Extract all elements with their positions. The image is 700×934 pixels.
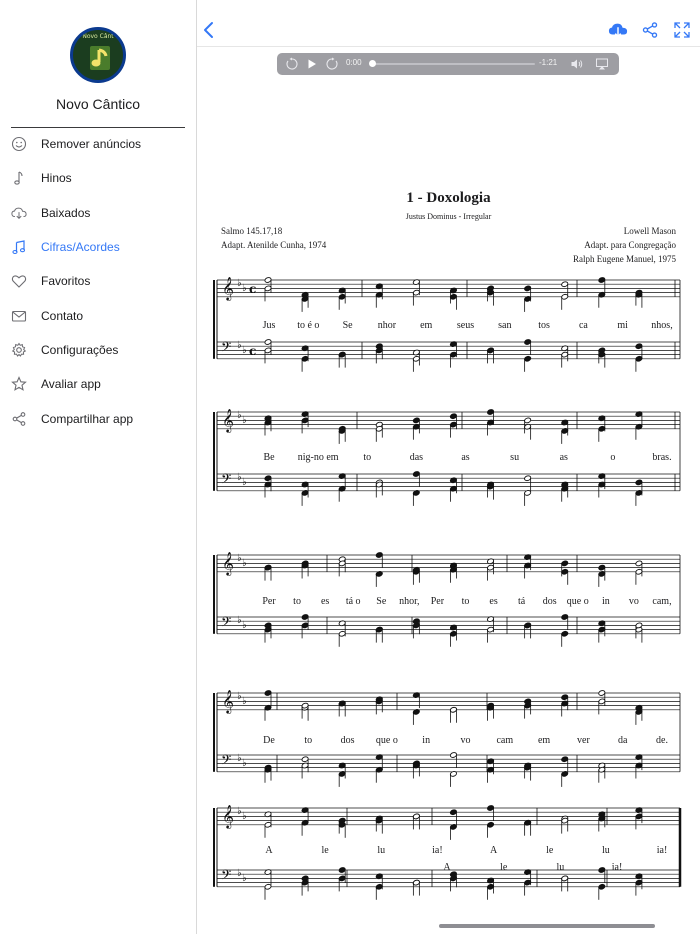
lyric-syllable: lu	[601, 845, 610, 856]
score-subtitle: Justus Dominus - Irregular	[405, 212, 492, 221]
sidebar-item-remover-anuncios[interactable]	[0, 127, 196, 161]
treble-clef: 𝄞	[222, 551, 234, 575]
sidebar-item-label: Compartilhar app	[41, 411, 134, 426]
lyric-syllable: le	[321, 845, 329, 856]
lyric-syllable: to é o	[297, 320, 320, 331]
horizontal-scrollbar[interactable]	[439, 924, 655, 928]
flat-sign: ♭	[237, 278, 242, 289]
sidebar-item-label: Remover anúncios	[41, 137, 142, 152]
app-name: Novo Cântico	[55, 96, 141, 112]
volume-button[interactable]	[570, 57, 584, 71]
lyric-syllable: san	[498, 320, 512, 331]
flat-sign: ♭	[237, 753, 242, 764]
flat-sign: ♭	[237, 806, 242, 817]
lyric-syllable: Se	[342, 320, 353, 331]
lyric-syllable: as	[461, 452, 470, 463]
share-button[interactable]	[640, 20, 660, 40]
lyric-syllable: vo	[460, 735, 471, 746]
top-bar	[197, 0, 700, 47]
lyric-syllable: A	[489, 845, 498, 856]
app-logo-text: Novo Cânt	[82, 33, 114, 40]
lyric-syllable: seus	[456, 320, 475, 331]
lyric-line	[197, 596, 700, 608]
download-button[interactable]	[608, 20, 628, 40]
sidebar-menu	[0, 127, 196, 436]
lyric-syllable: que o	[566, 596, 589, 607]
lyric-line	[197, 845, 700, 857]
sidebar-item-label: Configurações	[41, 342, 119, 357]
back-button[interactable]	[201, 20, 217, 40]
fullscreen-button[interactable]	[672, 20, 692, 40]
share-icon	[641, 21, 659, 39]
flat-sign: ♭	[242, 345, 247, 356]
sidebar-item-favoritos[interactable]	[0, 264, 196, 298]
audio-player	[277, 53, 619, 75]
lyric-syllable: Jus	[262, 320, 276, 331]
lyric-syllable: le	[546, 845, 554, 856]
flat-sign: ♭	[237, 340, 242, 351]
lyric-syllable: to	[293, 596, 301, 607]
credit-left: Adapt. Atenilde Cunha, 1974	[221, 240, 327, 250]
flat-sign: ♭	[237, 615, 242, 626]
flat-sign: ♭	[242, 283, 247, 294]
lyric-syllable: A	[265, 845, 273, 856]
treble-clef: 𝄞	[222, 804, 234, 828]
music-note-logo-icon	[85, 40, 115, 74]
flat-sign: ♭	[242, 811, 247, 822]
chevron-left-icon	[201, 20, 217, 40]
lyric-syllable: tá o	[345, 596, 361, 607]
lyric-syllable: su	[510, 452, 520, 463]
lyric-syllable: ca	[578, 320, 588, 331]
sheet-music	[197, 180, 700, 934]
lyric-syllable: em	[420, 320, 433, 331]
flat-sign: ♭	[237, 868, 242, 879]
score-title: 1 - Doxologia	[406, 190, 491, 206]
lyric-syllable: to	[304, 735, 313, 746]
flat-sign: ♭	[242, 873, 247, 884]
music-note-icon	[11, 170, 27, 186]
flat-sign: ♭	[242, 477, 247, 488]
current-time: 0:00	[346, 58, 362, 67]
lyric-syllable: nhor,	[399, 596, 420, 607]
lyric-syllable: cam,	[652, 596, 672, 607]
lyric-syllable: tos	[538, 320, 550, 331]
credit-right: Ralph Eugene Manuel, 1975	[573, 254, 676, 264]
lyric-syllable: es	[320, 596, 330, 607]
lyric-syllable: que o	[375, 735, 398, 746]
rewind-15-icon	[285, 57, 299, 71]
lyric-syllable: tá	[518, 596, 526, 607]
lyric-syllable: da	[617, 735, 628, 746]
lyric-syllable: Per	[430, 596, 445, 607]
lyric-syllable: em	[537, 735, 551, 746]
lyric-line	[197, 320, 700, 332]
forward-15-icon	[325, 57, 339, 71]
sidebar-item-baixados[interactable]	[0, 196, 196, 230]
airplay-icon	[595, 57, 609, 71]
app-logo	[70, 27, 126, 83]
lyric-syllable: dos	[542, 596, 557, 607]
lyric-syllable: nhos,	[651, 320, 673, 331]
airplay-button[interactable]	[595, 57, 609, 71]
lyric-syllable: ia!	[656, 845, 668, 856]
lyric-syllable: Per	[262, 596, 276, 607]
bass-clef: 𝄢	[221, 339, 232, 358]
lyric-syllable: as	[559, 452, 568, 463]
gear-icon	[11, 342, 27, 358]
volume-icon	[570, 57, 584, 71]
sidebar-item-label: Cifras/Acordes	[41, 240, 120, 255]
progress-track[interactable]	[371, 63, 535, 65]
lyric-syllable: Be	[263, 452, 275, 463]
lyric-line	[197, 452, 700, 464]
lyric-syllable: vo	[628, 596, 639, 607]
treble-clef: 𝄞	[222, 689, 234, 713]
remaining-time: -1:21	[539, 58, 558, 67]
sidebar-item-contato[interactable]	[0, 298, 196, 332]
heart-icon	[11, 273, 27, 289]
sidebar-item-label: Favoritos	[41, 274, 91, 289]
sidebar-item-configuracoes[interactable]	[0, 333, 196, 367]
cloud-download-icon	[608, 20, 628, 40]
lyric-syllable: to	[363, 452, 372, 463]
time-signature: c	[249, 344, 257, 358]
flat-sign: ♭	[237, 691, 242, 702]
flat-sign: ♭	[237, 472, 242, 483]
double-note-icon	[11, 239, 27, 255]
credit-left: Salmo 145.17,18	[221, 226, 283, 236]
sidebar-item-avaliar-app[interactable]	[0, 367, 196, 401]
lyric-syllable: cam	[496, 735, 514, 746]
progress-knob[interactable]	[369, 60, 376, 67]
lyric-syllable: lu	[556, 862, 565, 873]
sidebar-item-label: Baixados	[41, 205, 91, 220]
lyric-syllable: o	[610, 452, 616, 463]
lyric-syllable: lu	[377, 845, 386, 856]
lyric-syllable: to	[461, 596, 470, 607]
lyric-syllable: bras.	[652, 452, 672, 463]
flat-sign: ♭	[242, 620, 247, 631]
lyric-syllable: de.	[656, 735, 668, 746]
credit-right: Adapt. para Congregação	[584, 240, 676, 250]
bass-clef: 𝄢	[221, 614, 232, 633]
lyric-syllable: De	[263, 735, 275, 746]
time-signature: c	[249, 282, 257, 296]
flat-sign: ♭	[242, 415, 247, 426]
flat-sign: ♭	[242, 758, 247, 769]
main-content	[197, 0, 700, 934]
lyric-syllable: das	[409, 452, 424, 463]
cloud-download-icon	[11, 205, 27, 221]
play-button[interactable]	[305, 57, 319, 71]
smiley-icon	[11, 136, 27, 152]
lyric-syllable: ia!	[611, 862, 623, 873]
flat-sign: ♭	[237, 553, 242, 564]
envelope-icon	[11, 308, 27, 324]
lyric-syllable: dos	[340, 735, 355, 746]
credit-right: Lowell Mason	[623, 226, 676, 236]
lyric-syllable: mi	[617, 320, 628, 331]
lyric-syllable: nig-no em	[297, 452, 339, 463]
sidebar-item-label: Avaliar app	[41, 377, 101, 392]
lyric-line	[197, 735, 700, 747]
lyric-syllable: es	[489, 596, 498, 607]
lyric-syllable: nhor	[377, 320, 397, 331]
top-actions	[608, 20, 692, 40]
lyric-syllable: ver	[577, 735, 590, 746]
expand-icon	[673, 21, 691, 39]
music-staves	[197, 180, 700, 934]
bass-clef: 𝄢	[221, 471, 232, 490]
share-icon	[11, 411, 27, 427]
flat-sign: ♭	[242, 696, 247, 707]
bass-clef: 𝄢	[221, 867, 232, 886]
flat-sign: ♭	[237, 410, 242, 421]
sidebar-item-hinos[interactable]	[0, 161, 196, 195]
lyric-syllable: A	[443, 862, 451, 873]
sidebar-item-label: Contato	[41, 308, 84, 323]
rewind-button[interactable]	[285, 57, 299, 71]
star-icon	[11, 376, 27, 392]
lyric-syllable: le	[500, 862, 508, 873]
play-icon	[305, 57, 319, 71]
lyric-syllable: Se	[376, 596, 387, 607]
forward-button[interactable]	[325, 57, 339, 71]
sidebar-item-compartilhar-app[interactable]	[0, 401, 196, 435]
lyric-syllable: in	[601, 596, 610, 607]
lyric-line	[197, 862, 700, 874]
sidebar-item-label: Hinos	[41, 171, 72, 186]
sidebar	[0, 0, 197, 934]
lyric-syllable: in	[422, 735, 431, 746]
bass-clef: 𝄢	[221, 752, 232, 771]
treble-clef: 𝄞	[222, 276, 234, 300]
treble-clef: 𝄞	[222, 408, 234, 432]
sidebar-item-cifras-acordes[interactable]	[0, 230, 196, 264]
flat-sign: ♭	[242, 558, 247, 569]
lyric-syllable: ia!	[432, 845, 443, 856]
